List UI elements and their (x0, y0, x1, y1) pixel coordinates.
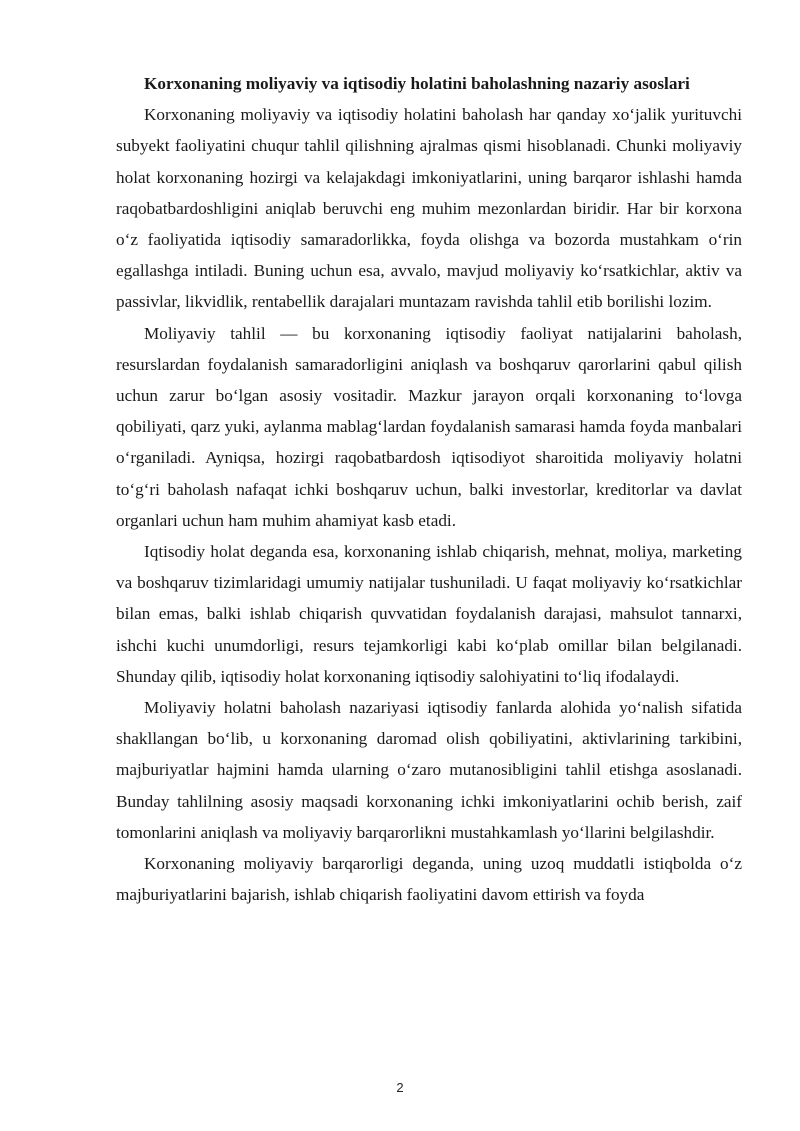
paragraph-2: Moliyaviy tahlil — bu korxonaning iqtisodiy faoliyat natijalarini baholash, resurslardan foydalanish samaradorligini aniqlash va boshqaruv qarorlarini qabul qilish uchun zarur bo‘lgan asosiy vositadir. Mazkur jarayon orqali korxonaning to‘lovga qobiliyati, qarz yuki, aylanma mablag‘lardan foydalanish samarasi hamda foyda manbalari o‘rganiladi. Ayniqsa, hozirgi raqobatbardosh iqtisodiyot sharoitida moliyaviy holatni to‘g‘ri baholash nafaqat ichki boshqaruv uchun, balki investorlar, kreditorlar va davlat organlari uchun ham muhim ahamiyat kasb etadi. (116, 323, 742, 530)
page-number: 2 (396, 1080, 404, 1095)
paragraph-1: Korxonaning moliyaviy va iqtisodiy holatini baholash har qanday xo‘jalik yurituvchi subyekt faoliyatini chuqur tahlil qilishning ajralmas qismi hisoblanadi. Chunki moliyaviy holat korxonaning hozirgi va kelajakdagi imkoniyatlarini, uning barqaror ishlashi hamda raqobatbardoshligini aniqlab beruvchi eng muhim mezonlardan biridir. Har bir korxona o‘z faoliyatida iqtisodiy samaradorlikka, foyda olishga va bozorda mustahkam o‘rin egallashga intiladi. Buning uchun esa, avvalo, mavjud moliyaviy ko‘rsatkichlar, aktiv va passivlar, likvidlik, rentabellik darajalari muntazam ravishda tahlil etib borilishi lozim. (116, 105, 742, 312)
paragraph-4: Moliyaviy holatni baholash nazariyasi iqtisodiy fanlarda alohida yo‘nalish sifatida shakllangan bo‘lib, u korxonaning daromad olish qobiliyatini, aktivlarining tarkibini, majburiyatlar hajmini hamda ularning o‘zaro mutanosibligini tahlil etishga asoslanadi. Bunday tahlilning asosiy maqsadi korxonaning ichki imkoniyatlarini ochib berish, zaif tomonlarini aniqlash va moliyaviy barqarorlikni mustahkamlash yo‘llarini belgilashdir. (116, 698, 742, 842)
document-body (116, 68, 742, 910)
paragraph-5: Korxonaning moliyaviy barqarorligi deganda, uning uzoq muddatli istiqbolda o‘z majburiyatlarini bajarish, ishlab chiqarish faoliyatini davom ettirish va foyda (116, 854, 742, 905)
paragraph-3: Iqtisodiy holat deganda esa, korxonaning ishlab chiqarish, mehnat, moliya, marketing va boshqaruv tizimlaridagi umumiy natijalar tushuniladi. U faqat moliyaviy ko‘rsatkichlar bilan emas, balki ishlab chiqarish quvvatidan foydalanish darajasi, mahsulot tannarxi, ishchi kuchi unumdorligi, resurs tejamkorligi kabi ko‘plab omillar bilan belgilanadi. Shunday qilib, iqtisodiy holat korxonaning iqtisodiy salohiyatini to‘liq ifodalaydi. (116, 542, 742, 686)
section-heading: Korxonaning moliyaviy va iqtisodiy holatini baholashning nazariy asoslari (144, 74, 690, 93)
